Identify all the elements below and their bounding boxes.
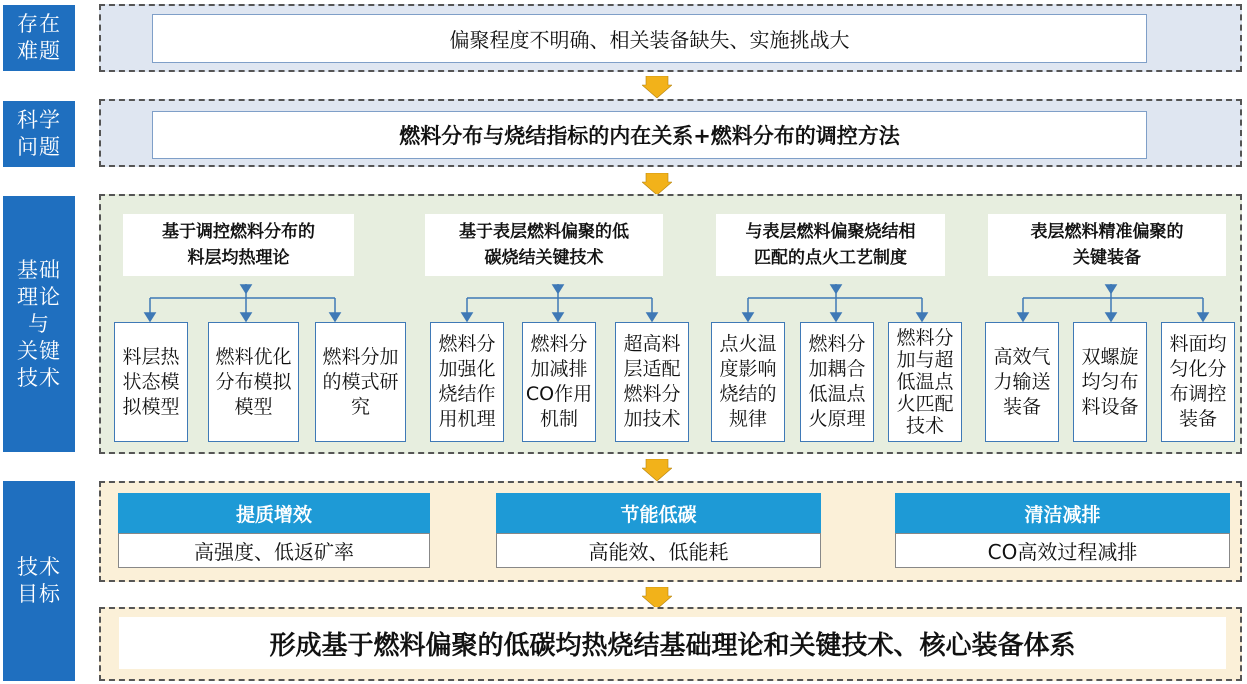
group-header-4: 表层燃料精准偏聚的 关键装备 (988, 214, 1226, 276)
theory-item-1-3: 燃料分加 的模式研 究 (315, 322, 406, 442)
theory-item-3-2: 燃料分 加耦合 低温点 火原理 (800, 322, 874, 442)
theory-item-2-2: 燃料分 加减排 CO作用 机制 (522, 322, 596, 442)
theory-item-1-1: 料层热 状态模 拟模型 (114, 322, 188, 442)
theory-item-3-1: 点火温 度影响 烧结的 规律 (711, 322, 785, 442)
theory-item-2-3: 超高料 层适配 燃料分 加技术 (615, 322, 689, 442)
goal-title-2: 节能低碳 (496, 493, 821, 533)
goal-desc-1: 高强度、低返矿率 (118, 533, 430, 568)
group-header-1: 基于调控燃料分布的 料层均热理论 (123, 214, 354, 276)
sidebar-science-text: 科学 问题 (17, 108, 61, 159)
group-header-2: 基于表层燃料偏聚的低 碳烧结关键技术 (425, 214, 663, 276)
down-arrow-icon (642, 587, 672, 609)
final-statement: 形成基于燃料偏聚的低碳均热烧结基础理论和关键技术、核心装备体系 (119, 617, 1226, 669)
goal-desc-2: 高能效、低能耗 (496, 533, 821, 568)
group-header-3: 与表层燃料偏聚烧结相 匹配的点火工艺制度 (716, 214, 945, 276)
theory-item-4-2: 双螺旋 均匀布 料设备 (1073, 322, 1147, 442)
theory-item-3-3: 燃料分 加与超 低温点 火匹配 技术 (888, 322, 962, 442)
problem-statement: 偏聚程度不明确、相关装备缺失、实施挑战大 (152, 14, 1147, 63)
science-statement: 燃料分布与烧结指标的内在关系+燃料分布的调控方法 (152, 111, 1147, 159)
theory-item-1-2: 燃料优化 分布模拟 模型 (208, 322, 299, 442)
sidebar-problem-text: 存在 难题 (17, 12, 61, 63)
goal-title-3: 清洁减排 (895, 493, 1230, 533)
goal-title-1: 提质增效 (118, 493, 430, 533)
theory-item-2-1: 燃料分 加强化 烧结作 用机理 (430, 322, 504, 442)
sidebar-theory-text: 基础 理论 与 关键 技术 (17, 257, 61, 390)
goal-desc-3: CO高效过程减排 (895, 533, 1230, 568)
theory-item-4-1: 高效气 力输送 装备 (985, 322, 1059, 442)
sidebar-goal-text: 技术 目标 (17, 555, 61, 606)
down-arrow-icon (642, 459, 672, 481)
theory-item-4-3: 料面均 匀化分 布调控 装备 (1161, 322, 1235, 442)
